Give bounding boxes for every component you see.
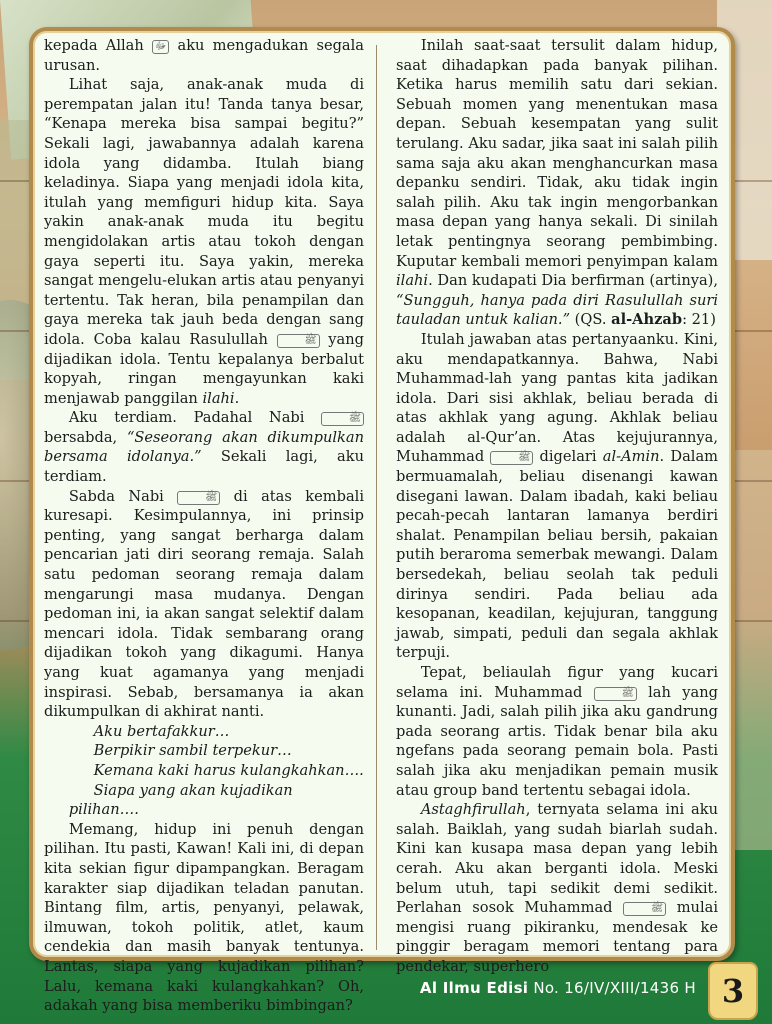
paragraph: Aku terdiam. Padahal Nabi ﷺ bersabda, “Seseorang akan dikumpulkan bersama idolanya.” Sekali lagi, aku terdiam. [44,409,365,486]
paragraph: Itulah jawaban atas pertanyaanku. Kini, aku mendapatkannya. Bahwa, Nabi Muhammad-lah yang pantas kita jadikan idola. Dari sisi akhlak, beliau berada di atas akhlak yang agung. Akhlak beliau adalah al-Qur’an. Atas kejujurannya, Muhammad ﷺ digelari al-Amin. Dalam bermuamalah, beliau disenangi kawan disegani lawan. Dalam ibadah, kaki beliau pecah-pecah lantaran lamanya berdiri shalat. Penampilan beliau bersih, pakaian putih beraroma semerbak mewangi. Dalam bersedekah, beliau seolah tak peduli dirinya sendiri. Pada beliau ada kesopanan, keadilan, kejujuran, tanggung jawab, simpati, peduli dan segala akhlak terpuji. [396,330,719,662]
paragraph: Memang, hidup ini penuh dengan pilihan. Itu pasti, Kawan! Kali ini, di depan kita sekian figur dipampangkan. Beragam karakter siap dijadikan teladan panutan. Bintang film, artis, penyanyi, pelawak, ilmuwan, tokoh politik, atlet, kaum cendekia dan masih banyak tentunya. Lantas, siapa yang kujadikan pilihan? Lalu, kemana kaki kulangkahkan? Oh, adakah yang bisa memberiku bimbingan? [44,820,364,1015]
saw-honorific-icon: ﷺ [623,902,666,916]
page-number-badge: 3 [708,962,758,1020]
poem-line: Kemana kaki harus kulangkahkan…. [93,761,364,779]
paragraph: Astaghfirullah, ternyata selama ini aku salah. Baiklah, yang sudah biarlah sudah. Kini kan kusapa masa depan yang lebih cerah. Aku akan berganti idola. Meski belum utuh, tapi sedikit demi sedikit. Perlahan sosok Muhammad ﷺ mulai mengisi ruang pikiranku, mendesak ke pinggir beragam memori tentang para pendekar, superhero [396,801,718,975]
paragraph: Lihat saja, anak-anak muda di perempatan jalan itu! Tanda tanya besar, “Kenapa mereka bisa sampai begitu?” Sekali lagi, jawabannya adalah karena idola yang didamba. Itulah biang keladinya. Siapa yang menjadi idola kita, itulah yang memfiguri hidup kita. Saya yakin anak-anak muda itu begitu mengidolakan artis atau tokoh dengan gaya seperti itu. Saya yakin, mereka sangat mengelu-elukan artis atau penyanyi tertentu. Tak heran, bila penampilan dan gaya mereka tak jauh beda dengan sang idola. Coba kalau Rasulullah ﷺ yang dijadikan idola. Tentu kepalanya berbalut kopyah, ringan mengayunkan kaki menjawab panggilan ilahi. [44,76,364,407]
saw-honorific-icon: ﷺ [277,334,320,348]
poem-line: Berpikir sambil terpekur… [93,742,292,760]
column-divider [376,45,377,950]
saw-honorific-icon: ﷺ [490,451,533,465]
saw-honorific-icon: ﷺ [594,687,637,701]
saw-honorific-icon: ﷺ [321,412,364,426]
article-right-column [396,36,718,977]
paragraph: Tepat, beliaulah figur yang kucari selama ini. Muhammad ﷺ lah yang kunanti. Jadi, salah pilih jika aku gandrung pada seorang artis. Tidak benar bila aku ngefans pada seorang pemain bola. Pasti salah jika aku menjadikan pemain musik atau group band tertentu sebagai idola. [396,664,718,799]
magazine-edition-footer [420,979,696,997]
swt-honorific-icon: ﷻ [152,40,169,54]
article-left-column [44,36,364,1016]
paragraph: Sabda Nabi ﷺ di atas kembali kuresapi. Kesimpulannya, ini prinsip penting, yang sangat berharga dalam pencarian jati diri seorang remaja. Salah satu pedoman seorang remaja dalam mengarungi masa mudanya. Dengan pedoman ini, ia akan sangat selektif dalam mencari idola. Tidak sembarang orang dijadikan tokoh yang dikagumi. Hanya yang kuat agamanya yang menjadi inspirasi. Sebab, bersamanya ia akan dikumpulkan di akhirat nanti. [44,487,364,721]
issue-number: No. 16/IV/XIII/1436 H [528,979,696,997]
paragraph: kepada Allah ﷻ aku mengadukan segala urusan. [44,37,365,74]
poem-line: Siapa yang akan kujadikan pilihan…. [68,781,293,819]
background-photo-right [732,450,772,850]
poem-line: Aku bertafakkur… [93,722,230,740]
paragraph: Inilah saat-saat tersulit dalam hidup, saat dihadapkan pada banyak pilihan. Ketika harus memilih satu dari sekian. Sebuah momen yang menentukan masa depan. Sebuah kesempatan yang sulit terulang. Aku sadar, jika saat ini salah pilih sama saja aku akan menghancurkan masa depanku sendiri. Tidak, aku tidak ingin salah pilih. Aku tak ingin mengorbankan masa depan yang hanya sekali. Di sinilah letak pentingnya seorang pembimbing. Kuputar kembali memori penyimpan kalam ilahi. Dan kudapati Dia berfirman (artinya), “Sungguh, hanya pada diri Rasulullah suri tauladan untuk kalian.” (QS. al-Ahzab: 21) [396,37,718,329]
saw-honorific-icon: ﷺ [177,491,220,505]
magazine-name: Al Ilmu Edisi [419,979,529,997]
